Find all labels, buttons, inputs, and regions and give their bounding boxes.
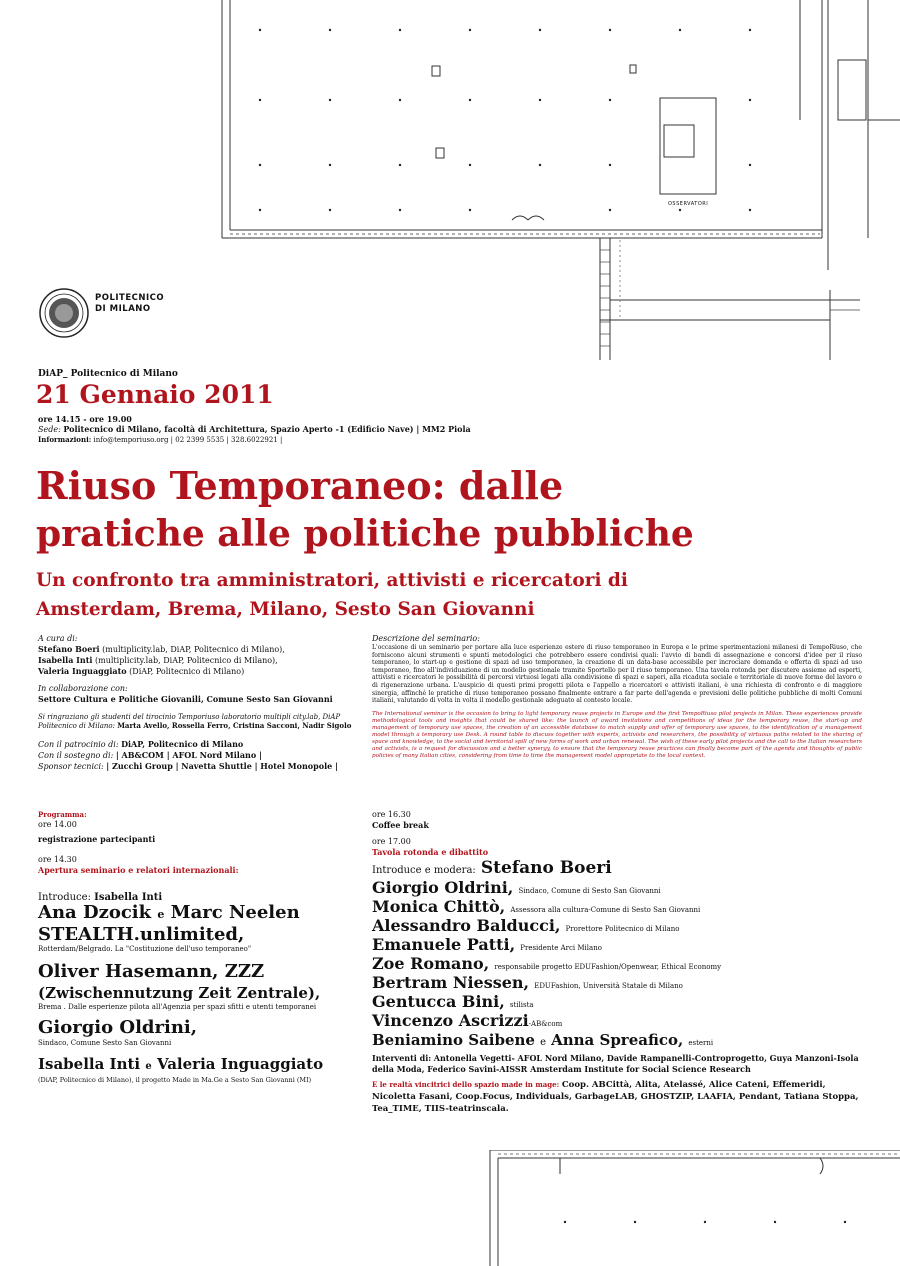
patrocinio-label: Con il patrocinio di: bbox=[38, 740, 119, 749]
cura-aff: (multiplicity.lab, DiAP, Politecnico di Milano), bbox=[102, 645, 285, 654]
title-line-1: Riuso Temporaneo: dalle bbox=[36, 463, 564, 508]
speaker-aff: -AB&com bbox=[528, 1020, 563, 1028]
speaker-aff: Presidente Arci Milano bbox=[520, 944, 602, 952]
event-1: registrazione partecipanti bbox=[38, 834, 156, 844]
logo-line-1: POLITECNICO bbox=[95, 293, 165, 303]
sponsor-value: | Zucchi Group | Navetta Shuttle | Hotel Monopole | bbox=[106, 761, 338, 771]
politecnico-seal-logo bbox=[38, 287, 90, 339]
cura-name: Stefano Boeri bbox=[38, 644, 100, 654]
cura-aff: (multiplicity.lab, DiAP, Politecnico di Milano), bbox=[95, 656, 278, 665]
mod-label: Introduce e modera: bbox=[372, 865, 476, 876]
descrizione-label: Descrizione del seminario: bbox=[372, 634, 480, 643]
event-4: Tavola rotonda e dibattito bbox=[372, 847, 489, 857]
tavola-schedule bbox=[372, 810, 672, 857]
cura-name: Valeria Inguaggiato bbox=[38, 666, 127, 676]
descrizione-en: The International seminar is the occasion to bring to light temporary reuse projects in Europe and the first TempoRiuso pilot projects in Milan. These experiences provide methodological tools and insights that could be shared like: the launch of award invitations and competitions of ideas for the temporary reuse, the start-up and management of temporary use spaces, the creation of an accessible database to match supply and offer of temporary use spaces, to the identification of a management model through a temporary use Desk. A round table to discuss together with experts, activists and researchers, the possibility of virtuous paths related to the sharing of space and knowledge, to the social and territorial spill of new forms of work and urban renewal. The wish of these early pilot projects and the call to the Italian researchers and activists, is a request for discussion and a better synergy, to ensure that the temporary reuse practices can finally become part of the agenda and thoughts of public policies of many Italian cities, considering from time to time the management model appropriate to the local context. bbox=[372, 710, 862, 759]
event-info bbox=[38, 414, 858, 445]
cura-label: A cura di: bbox=[38, 634, 78, 643]
speaker-name: Vincenzo Ascrizzi bbox=[372, 1011, 529, 1030]
speakers-international bbox=[38, 892, 378, 1084]
speaker-name: STEALTH.unlimited, bbox=[38, 924, 245, 945]
speaker-aff: responsabile progetto EDUFashion/Openwear, Ethical Economy bbox=[494, 963, 722, 971]
subtitle-line-2: Amsterdam, Brema, Milano, Sesto San Giovanni bbox=[36, 599, 535, 620]
speaker-name: Valeria Inguaggiato bbox=[156, 1055, 324, 1073]
collab-label: In collaborazione con: bbox=[38, 684, 128, 693]
dept-line: DiAP_ Politecnico di Milano bbox=[38, 369, 178, 379]
speaker-aff: Rotterdam/Belgrado. La "Costituzione dell'uso temporaneo" bbox=[38, 945, 252, 953]
sede-label: Sede: bbox=[38, 425, 61, 434]
speaker-aff: stilista bbox=[509, 1001, 534, 1009]
event-2: Apertura seminario e relatori internazionali: bbox=[38, 865, 239, 875]
time-2: ore 14.30 bbox=[38, 855, 77, 864]
speaker-name: Marc Neelen bbox=[170, 902, 300, 923]
speaker-aff: Prorettore Politecnico di Milano bbox=[565, 925, 680, 933]
time-1: ore 14.00 bbox=[38, 820, 77, 829]
event-3: Coffee break bbox=[372, 820, 429, 830]
logo-line-2: DI MILANO bbox=[95, 304, 151, 314]
speakers-tavola bbox=[372, 858, 892, 1115]
event-time: ore 14.15 - ore 19.00 bbox=[38, 414, 132, 424]
patrocinio-value: DiAP, Politecnico di Milano bbox=[121, 739, 244, 749]
programma-label: Programma: bbox=[38, 810, 87, 819]
speaker-join: e bbox=[540, 1037, 546, 1048]
time-3: ore 16.30 bbox=[372, 810, 411, 819]
interventi-value: Antonella Vegetti- AFOL Nord Milano, Davide Rampanelli-Controprogetto, Guya Manzoni-Isola della Moda, Federico Savini-AISSR Amsterdam Institute for Social Science Research bbox=[372, 1053, 859, 1074]
speaker-aff: (DiAP, Politecnico di Milano), il progetto Made in Ma.Ge a Sesto San Giovanni (MI) bbox=[38, 1076, 312, 1084]
speaker-name: Anna Spreafico, bbox=[551, 1031, 684, 1049]
speaker-name: Oliver Hasemann, ZZZ bbox=[38, 961, 265, 982]
thanks-text: Si ringraziano gli studenti del tirocinio Temporiuso laboratorio multipli city.lab, DiAP Politecnico di Milano: bbox=[38, 713, 341, 730]
sponsor-label: Sponsor tecnici: bbox=[38, 762, 104, 771]
floor-plan-bottom bbox=[0, 1150, 900, 1266]
descrizione bbox=[372, 634, 862, 760]
title-line-2: pratiche alle politiche pubbliche bbox=[36, 513, 694, 555]
speaker-name: Beniamino Saibene bbox=[372, 1031, 535, 1049]
speaker-name: Ana Dzocik bbox=[38, 902, 152, 923]
speaker-name: Emanuele Patti, bbox=[372, 935, 516, 954]
speaker-name: Alessandro Balducci, bbox=[372, 916, 561, 935]
mod-name: Stefano Boeri bbox=[480, 858, 612, 878]
interventi-label: Interventi di: bbox=[372, 1053, 432, 1063]
speaker-aff: EDUFashion, Università Statale di Milano bbox=[534, 982, 683, 990]
speaker-aff: Assessora alla cultura-Comune di Sesto San Giovanni bbox=[510, 906, 701, 914]
speaker-name: Isabella Inti bbox=[38, 1055, 141, 1073]
thanks-names: Marta Avello, Rossella Ferro, Cristina Sacconi, Nadir Sigolo bbox=[117, 720, 352, 730]
intro-label: Introduce: bbox=[38, 892, 91, 903]
speaker-name: Giorgio Oldrini, bbox=[38, 1017, 198, 1038]
time-4: ore 17.00 bbox=[372, 837, 411, 846]
realta-label: E le realtà vincitrici dello spazio made in mage: bbox=[372, 1080, 560, 1089]
speaker-aff: Sindaco, Comune Sesto San Giovanni bbox=[38, 1039, 172, 1047]
main-title bbox=[36, 462, 896, 558]
event-date: 21 Gennaio 2011 bbox=[36, 380, 274, 409]
logo-text bbox=[95, 293, 164, 315]
speaker-join: e bbox=[145, 1061, 152, 1072]
subtitle-line-1: Un confronto tra amministratori, attivisti e ricercatori di bbox=[36, 570, 628, 591]
speaker-name: Gentucca Bini, bbox=[372, 992, 505, 1011]
collab-value: Settore Cultura e Politiche Giovanili, Comune Sesto San Giovanni bbox=[38, 694, 333, 704]
speaker-name: Monica Chittò, bbox=[372, 897, 506, 916]
info-value: info@temporiuso.org | 02 2399 5535 | 328.6022921 | bbox=[93, 436, 283, 444]
speaker-aff: Sindaco, Comune di Sesto San Giovanni bbox=[518, 887, 661, 895]
speaker-name: (Zwischennutzung Zeit Zentrale), bbox=[38, 984, 321, 1002]
subtitle bbox=[36, 566, 896, 624]
sostegno-value: | AB&COM | AFOL Nord Milano | bbox=[115, 750, 262, 760]
speaker-name: Bertram Niessen, bbox=[372, 973, 530, 992]
speaker-name: Zoe Romano, bbox=[372, 954, 490, 973]
plan-label: OSSERVATORI bbox=[668, 201, 709, 207]
speaker-aff: esterni bbox=[688, 1039, 714, 1047]
sede-value: Politecnico di Milano, facoltà di Architettura, Spazio Aperto -1 (Edificio Nave) | MM2 Piola bbox=[63, 424, 471, 434]
info-label: Informazioni: bbox=[38, 435, 92, 444]
speaker-join: e bbox=[157, 908, 165, 921]
sostegno-label: Con il sostegno di: bbox=[38, 751, 114, 760]
cura-aff: (DiAP, Politecnico di Milano) bbox=[129, 667, 245, 676]
credits bbox=[38, 634, 358, 772]
intro-name: Isabella Inti bbox=[94, 892, 163, 903]
programma bbox=[38, 810, 368, 875]
descrizione-it: L'occasione di un seminario per portare alla luce esperienze estere di riuso temporaneo in Europa e le prime sperimentazioni milanesi di TempoRiuso, che forniscono alcuni strumenti e spunti metodologici che potrebbero essere condivisi quali: l'avvio di bandi di assegnazione e concorsi d'idee per il riuso temporaneo, lo start-up e gestione di spazi ad uso temporaneo, la creazione di un data-base accessibile per incrociare domanda e offerta di spazi ad uso temporaneo, fino all'individuazione di un modello gestionale tramite Sportello per il riuso temporaneo. Una tavola rotonda per discutere assieme ad esperti, attivisti e ricercatori le possibilità di percorsi virtuosi legati alla condivisione di spazi e saperi, alla ricaduta sociale e territoriale di nuove forme del lavoro e di rigenerazione urbana. L'auspicio di questi primi progetti pilota e l'appello a ricercatori e attivisti italiani, è una richiesta di confronto e di maggiore sinergia, affinché le pratiche di riuso temporaneo possano finalmente entrare a far parte dell'agenda e previsioni delle politiche pubbliche di molti Comuni italiani, valutando di volta in volta il modello gestionale adeguato al contesto locale. bbox=[372, 644, 862, 705]
realta-value: Coop. ABCittà, Alita, Atelassé, Alice Cateni, Effemeridi, Nicoletta Fasani, Coop.Focus, Individuals, GarbageLAB, GHOSTZIP, LAAFIA, Pendant, Tatiana Stoppa, Tea_TIME, TIIS-teatrinscala. bbox=[372, 1080, 859, 1114]
cura-name: Isabella Inti bbox=[38, 655, 93, 665]
speaker-aff: Brema . Dalle esperienze pilota all'Agenzia per spazi sfitti e utenti temporanei bbox=[38, 1003, 317, 1011]
speaker-name: Giorgio Oldrini, bbox=[372, 878, 514, 897]
